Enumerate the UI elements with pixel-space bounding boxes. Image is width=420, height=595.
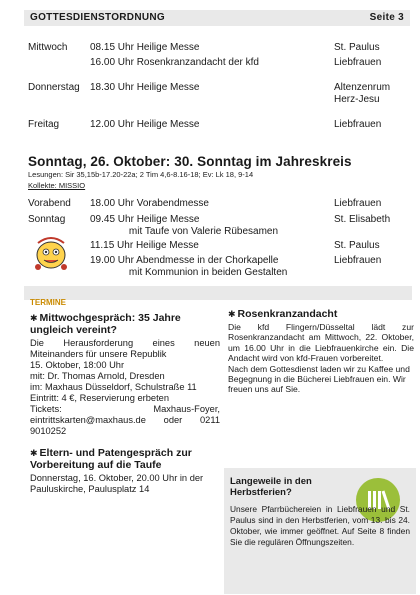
- bullet-icon: ✱: [228, 309, 236, 319]
- schedule-location: St. Elisabeth: [334, 214, 391, 225]
- schedule-time: 12.00 Uhr Heilige Messe: [90, 119, 200, 130]
- event-taufgespraech: [30, 447, 220, 495]
- schedule-location: Liebfrauen: [334, 198, 382, 209]
- schedule-time: 18.00 Uhr Vorabendmesse: [90, 198, 209, 209]
- schedule-time: 08.15 Uhr Heilige Messe: [90, 42, 200, 53]
- page-header: [24, 10, 410, 26]
- header-page-number: Seite 3: [369, 12, 404, 23]
- schedule-day: Sonntag: [28, 214, 66, 225]
- sunday-collect: Kollekte: MISSIO: [28, 181, 86, 190]
- schedule-time: 16.00 Uhr Rosenkranzandacht der kfd: [90, 57, 259, 68]
- event-title: Rosenkranzandacht: [237, 308, 338, 320]
- event-line: Die Herausforderung eines neuen Miteinanders für unsere Republik: [30, 338, 220, 359]
- header-title: GOTTESDIENSTORDNUNG: [30, 12, 165, 23]
- schedule-location: Liebfrauen: [334, 57, 382, 68]
- schedule-location: St. Paulus: [334, 42, 380, 53]
- event-mittwochgespraech: [30, 312, 220, 437]
- event-title: Mittwochgespräch: 35 Jahre ungleich vereint?: [30, 312, 181, 336]
- event-line: Tickets: Maxhaus-Foyer, eintrittskarten@maxhaus.de oder 0211 9010252: [30, 404, 220, 436]
- schedule-location: Altenzenrum Herz-Jesu: [334, 82, 391, 105]
- event-line: im: Maxhaus Düsseldorf, Schulstraße 11: [30, 382, 197, 392]
- schedule-time: 11.15 Uhr Heilige Messe: [90, 240, 199, 251]
- bullet-icon: ✱: [30, 313, 38, 323]
- event-line: mit: Dr. Thomas Arnold, Dresden: [30, 371, 165, 381]
- schedule-day: Mittwoch: [28, 42, 68, 53]
- event-line: 15. Oktober, 18:00 Uhr: [30, 360, 125, 370]
- langeweile-title: Langeweile in den Herbstferien?: [230, 476, 312, 498]
- cartoon-figure-icon: [30, 233, 72, 273]
- schedule-day: Freitag: [28, 119, 60, 130]
- event-line: Die kfd Flingern/Düsseltal lädt zur Rosenkranzandacht am Mittwoch, 22. Oktober, um 16.00 Uhr in die Liebfrauenkirche ein. Die Andacht wird von kfd-Frauen vorbereitet.: [228, 322, 414, 364]
- sunday-readings: Lesungen: Sir 35,15b-17.20-22a; 2 Tim 4,6-8.16-18; Ev: Lk 18, 9-14: [28, 170, 254, 179]
- event-line: Eintritt: 4 €, Reservierung erbeten: [30, 393, 170, 403]
- schedule-location: St. Paulus: [334, 240, 380, 251]
- termine-left-column: [30, 312, 220, 495]
- schedule-time: 18.30 Uhr Heilige Messe: [90, 82, 200, 93]
- termine-label: TERMINE: [30, 298, 66, 307]
- schedule-location: Liebfrauen: [334, 255, 382, 266]
- schedule-day: Donnerstag: [28, 82, 80, 93]
- schedule-location: Liebfrauen: [334, 119, 382, 130]
- schedule-time: 19.00 Uhr Abendmesse in der Chorkapelle mit Kommunion in beiden Gestalten: [90, 255, 288, 278]
- schedule-day: Vorabend: [28, 198, 71, 209]
- event-title: Eltern- und Patengespräch zur Vorbereitung auf die Taufe: [30, 447, 192, 471]
- event-line: Nach dem Gottesdienst laden wir zu Kaffee und Begegnung in die Bücherei Liebfrauen ein. Wir freuen uns auf Sie.: [228, 363, 410, 395]
- rosenkranz-section: [228, 308, 414, 395]
- section-divider: [24, 286, 412, 300]
- langeweile-box: [224, 468, 416, 594]
- sunday-title: Sonntag, 26. Oktober: 30. Sonntag im Jahreskreis: [28, 154, 352, 169]
- bullet-icon: ✱: [30, 448, 38, 458]
- event-line: Donnerstag, 16. Oktober, 20.00 Uhr in der Pauluskirche, Paulusplatz 14: [30, 473, 204, 494]
- langeweile-body: Unsere Pfarrbüchereien in Liebfrauen und St. Paulus sind in den Herbstferien, vom 13. bis 24. Oktober, wie immer geöffnet. Auf Seite 8 finden Sie die regulären Öffnungszeiten.: [230, 504, 410, 547]
- schedule-time: 09.45 Uhr Heilige Messe mit Taufe von Valerie Rübesamen: [90, 214, 279, 237]
